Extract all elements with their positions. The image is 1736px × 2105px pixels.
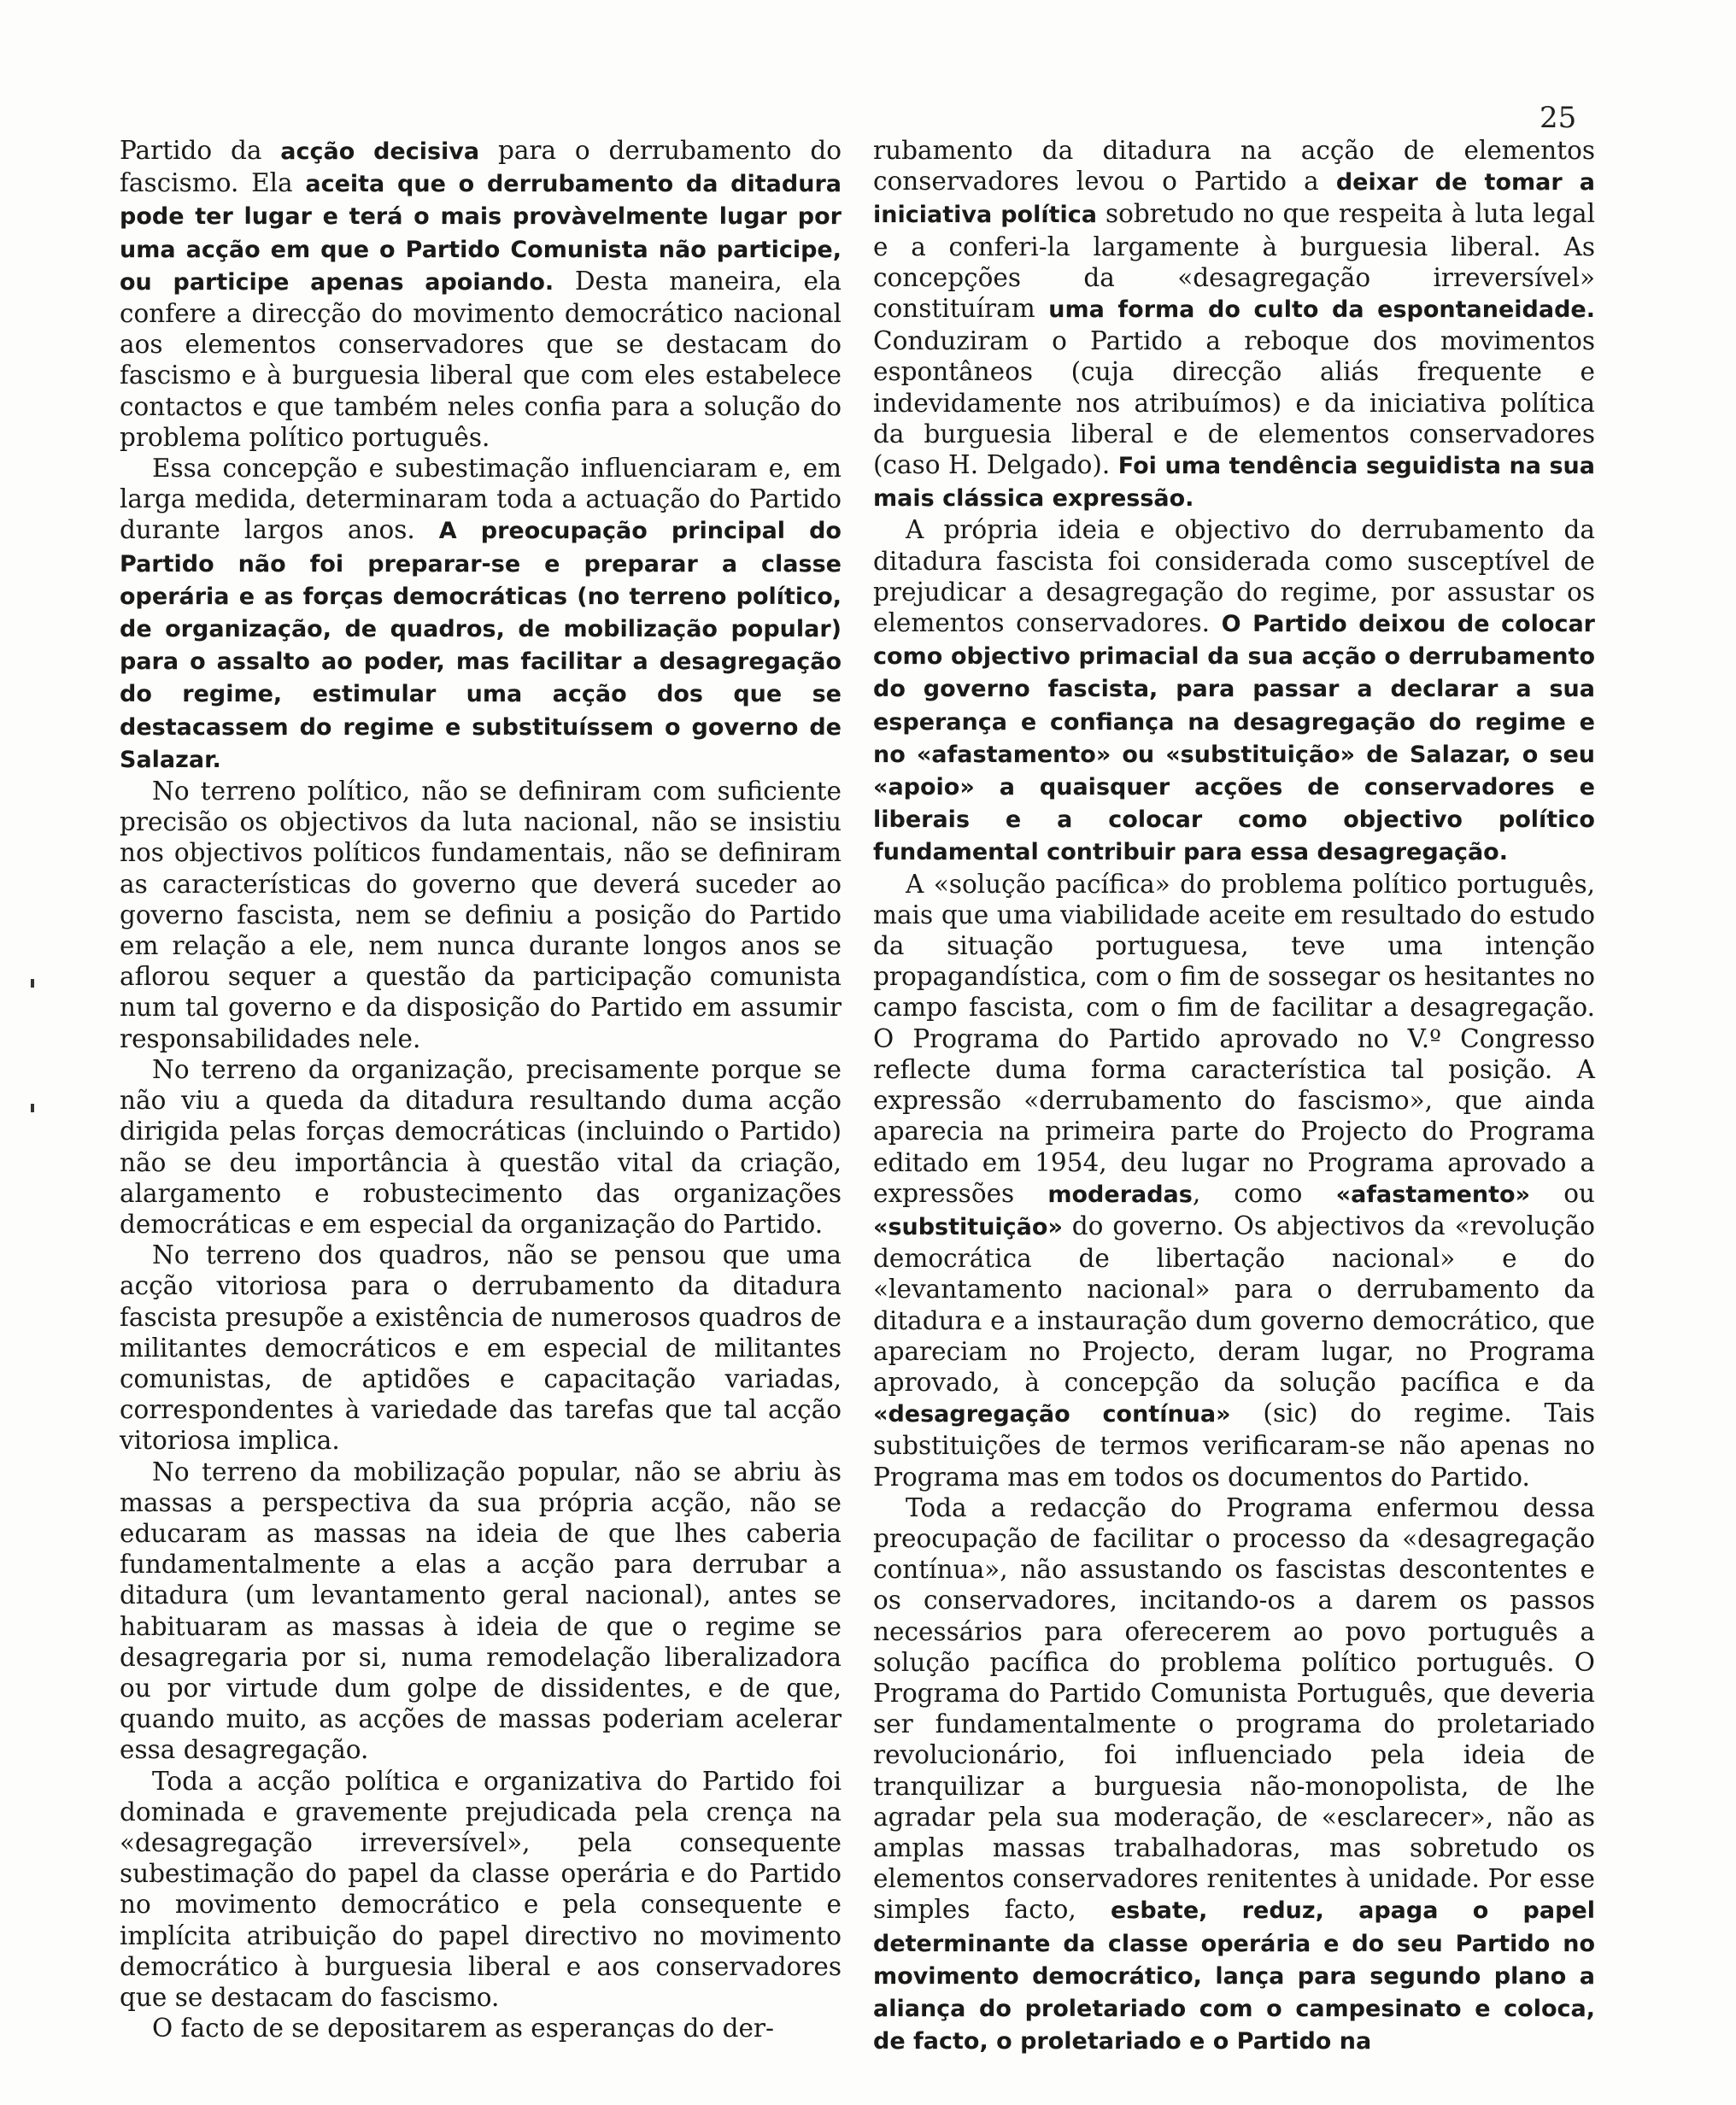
emphasized-text: Foi uma tendência seguidista na sua mais clássica expressão. <box>873 453 1595 513</box>
emphasized-text: «desagregação contínua» <box>873 1401 1231 1428</box>
text-run: ou <box>1530 1178 1595 1208</box>
page-number: 25 <box>1540 101 1577 135</box>
margin-speck <box>31 1104 34 1112</box>
text-run: , como <box>1192 1178 1336 1208</box>
paragraph <box>873 1492 1595 2058</box>
emphasized-text: moderadas <box>1047 1181 1193 1208</box>
emphasized-text: aceita que o derrubamento da ditadura pode ter lugar e terá o mais provàvelmente lugar por uma acção em que o Partido Comunista não participe, ou participe apenas apoiando. <box>120 171 842 296</box>
emphasized-text: esbate, reduz, apaga o papel determinante da classe operária e do seu Partido no movimento democrático, lança para segundo plano a aliança do proletariado com o campesinato e coloca, de facto, o proletariado e o Partido na <box>873 1897 1595 2055</box>
text-run: rubamento da ditadura na acção de elementos conservadores levou o Partido a <box>873 136 1595 196</box>
text-run: Conduziram o Partido a reboque dos movimentos espontâneos (cuja direcção aliás frequente e indevidamente nos atribuímos) e da iniciativa política da burguesia liberal e de elementos conservadores (caso H. Delgado). <box>873 326 1595 480</box>
emphasized-text: «afastamento» <box>1335 1181 1531 1208</box>
text-run: O facto de se depositarem as esperanças do der- <box>152 2014 774 2043</box>
text-run: No terreno dos quadros, não se pensou que uma acção vitoriosa para o derrubamento da ditadura fascista presupõe a existência de numerosos quadros de militantes democráticos e em especial de militantes comunistas, de aptidões e capacitação variadas, correspondentes à variedade das tarefas que tal acção vitoriosa implica. <box>120 1240 842 1456</box>
text-run: A «solução pacífica» do problema político português, mais que uma viabilidade aceite em resultado do estudo da situação portuguesa, teve uma intenção propagandística, com o fim de sossegar os hesitantes no campo fascista, com o fim de facilitar a desagregação. O Programa do Partido aprovado no V.º Congresso reflecte duma forma característica tal posição. A expressão «derrubamento do fascismo», que ainda aparecia na primeira parte do Projecto do Programa editado em 1954, deu lugar no Programa aprovado a expressões <box>873 869 1595 1208</box>
text-run: No terreno político, não se definiram com suficiente precisão os objectivos da luta nacional, não se insistiu nos objectivos políticos fundamentais, não se definiram as características do governo que deverá suceder ao governo fascista, nem se definiu a posição do Partido em relação a ele, nem nunca durante longos anos se aflorou sequer a questão da participação comunista num tal governo e da disposição do Partido em assumir responsabilidades nele. <box>120 777 842 1053</box>
text-run: para o derrubamento do fascismo. Ela <box>120 136 842 198</box>
text-run: sobretudo no que respeita à luta legal e a conferi-la largamente à burguesia liberal. As concepções da «desagregação irreversível» constituíram <box>873 199 1596 324</box>
text-run: A própria ideia e objectivo do derrubamento da ditadura fascista foi considerada como susceptível de prejudicar a desagregação do regime, por assustar os elementos conservadores. <box>873 515 1595 638</box>
text-run: do governo. Os abjectivos da «revolução democrática de libertação nacional» e do «levantamento nacional» para o derrubamento da ditadura e a instauração dum governo democrático, que apareciam no Projecto, deram lugar, no Programa aprovado, à concepção da solução pacífica e da <box>873 1211 1595 1397</box>
emphasized-text: «substituição» <box>873 1213 1063 1240</box>
emphasized-text: uma forma do culto da espontaneidade. <box>1048 296 1595 324</box>
text-run: No terreno da organização, precisamente porque se não viu a queda da ditadura resultando duma acção dirigida pelas forças democráticas (incluindo o Partido) não se deu importância à questão vital da criação, alargamento e robustecimento das organizações democráticas e em especial da organização do Partido. <box>120 1054 842 1239</box>
emphasized-text: acção decisiva <box>280 138 480 165</box>
paragraph <box>120 1054 842 1240</box>
paragraph <box>120 453 842 776</box>
paragraph <box>120 1240 842 1456</box>
text-run: (sic) do regime. Tais substituições de termos verificaram-se não apenas no Programa mas em todos os documentos do Partido. <box>873 1398 1595 1492</box>
paragraph <box>873 135 1595 514</box>
text-run: Partido da <box>120 136 281 165</box>
text-run: Essa concepção e subestimação influenciaram e, em larga medida, determinaram toda a actuação do Partido durante largos anos. <box>120 454 842 545</box>
text-run: No terreno da mobilização popular, não se abriu às massas a perspectiva da sua própria acção, não se educaram as massas na ideia de que lhes caberia fundamentalmente a elas a acção para derrubar a ditadura (um levantamento geral nacional), antes se habituaram as massas à ideia de que o regime se desagregaria por si, numa remodelação liberalizadora ou por virtude dum golpe de dissidentes, e de que, quando muito, as acções de massas poderiam acelerar essa desagregação. <box>120 1457 842 1765</box>
paragraph <box>873 869 1595 1492</box>
paragraph <box>120 1766 842 2014</box>
emphasized-text: A preocupação principal do Partido não foi preparar-se e preparar a classe operária e as forças democráticas (no terreno político, de organização, de quadros, de mobilização popular) para o assalto ao poder, mas facilitar a desagregação do regime, estimular uma acção dos que se destacassem do regime e substituíssem o governo de Salazar. <box>120 518 842 773</box>
emphasized-text: O Partido deixou de colocar como objectivo primacial da sua acção o derrubamento do governo fascista, para passar a declarar a sua esperança e confiança na desagregação do regime e no «afastamento» ou «substituição» de Salazar, o seu «apoio» a quaisquer acções de conservadores e liberais e a colocar como objectivo político fundamental contribuir para essa desagregação. <box>873 611 1595 866</box>
emphasized-text: deixar de tomar a iniciativa política <box>873 169 1596 229</box>
right-text-column <box>873 135 1595 2057</box>
paragraph <box>120 135 842 453</box>
paragraph <box>120 2013 842 2043</box>
left-text-column <box>120 135 842 2043</box>
text-run: Toda a redacção do Programa enfermou dessa preocupação de facilitar o processo da «desagregação contínua», não assustando os fascistas descontentes e os conservadores, incitando-os a darem os passos necessários para oferecerem ao povo português a solução pacífica do problema político português. O Programa do Partido Comunista Português, que deveria ser fundamentalmente o programa do proletariado revolucionário, foi influenciado pela ideia de tranquilizar a burguesia não-monopolista, de lhe agradar pela sua moderação, de «esclarecer», não as amplas massas trabalhadoras, mas sobretudo os elementos conservadores renitentes à unidade. Por esse simples facto, <box>873 1492 1595 1925</box>
text-run: Toda a acção política e organizativa do Partido foi dominada e gravemente prejudicada pela crença na «desagregação irreversível», pela consequente subestimação do papel da classe operária e do Partido no movimento democrático e pela consequente e implícita atribuição do papel directivo no movimento democrático à burguesia liberal e aos conservadores que se destacam do fascismo. <box>120 1766 842 2012</box>
paragraph <box>120 1457 842 1766</box>
margin-speck <box>31 979 34 988</box>
text-run: Desta maneira, ela confere a direcção do movimento democrático nacional aos elementos conservadores que se destacam do fascismo e à burguesia liberal que com eles estabelece contactos e que também neles confia para a solução do problema político português. <box>120 266 842 452</box>
paragraph <box>120 776 842 1054</box>
paragraph <box>873 514 1595 868</box>
